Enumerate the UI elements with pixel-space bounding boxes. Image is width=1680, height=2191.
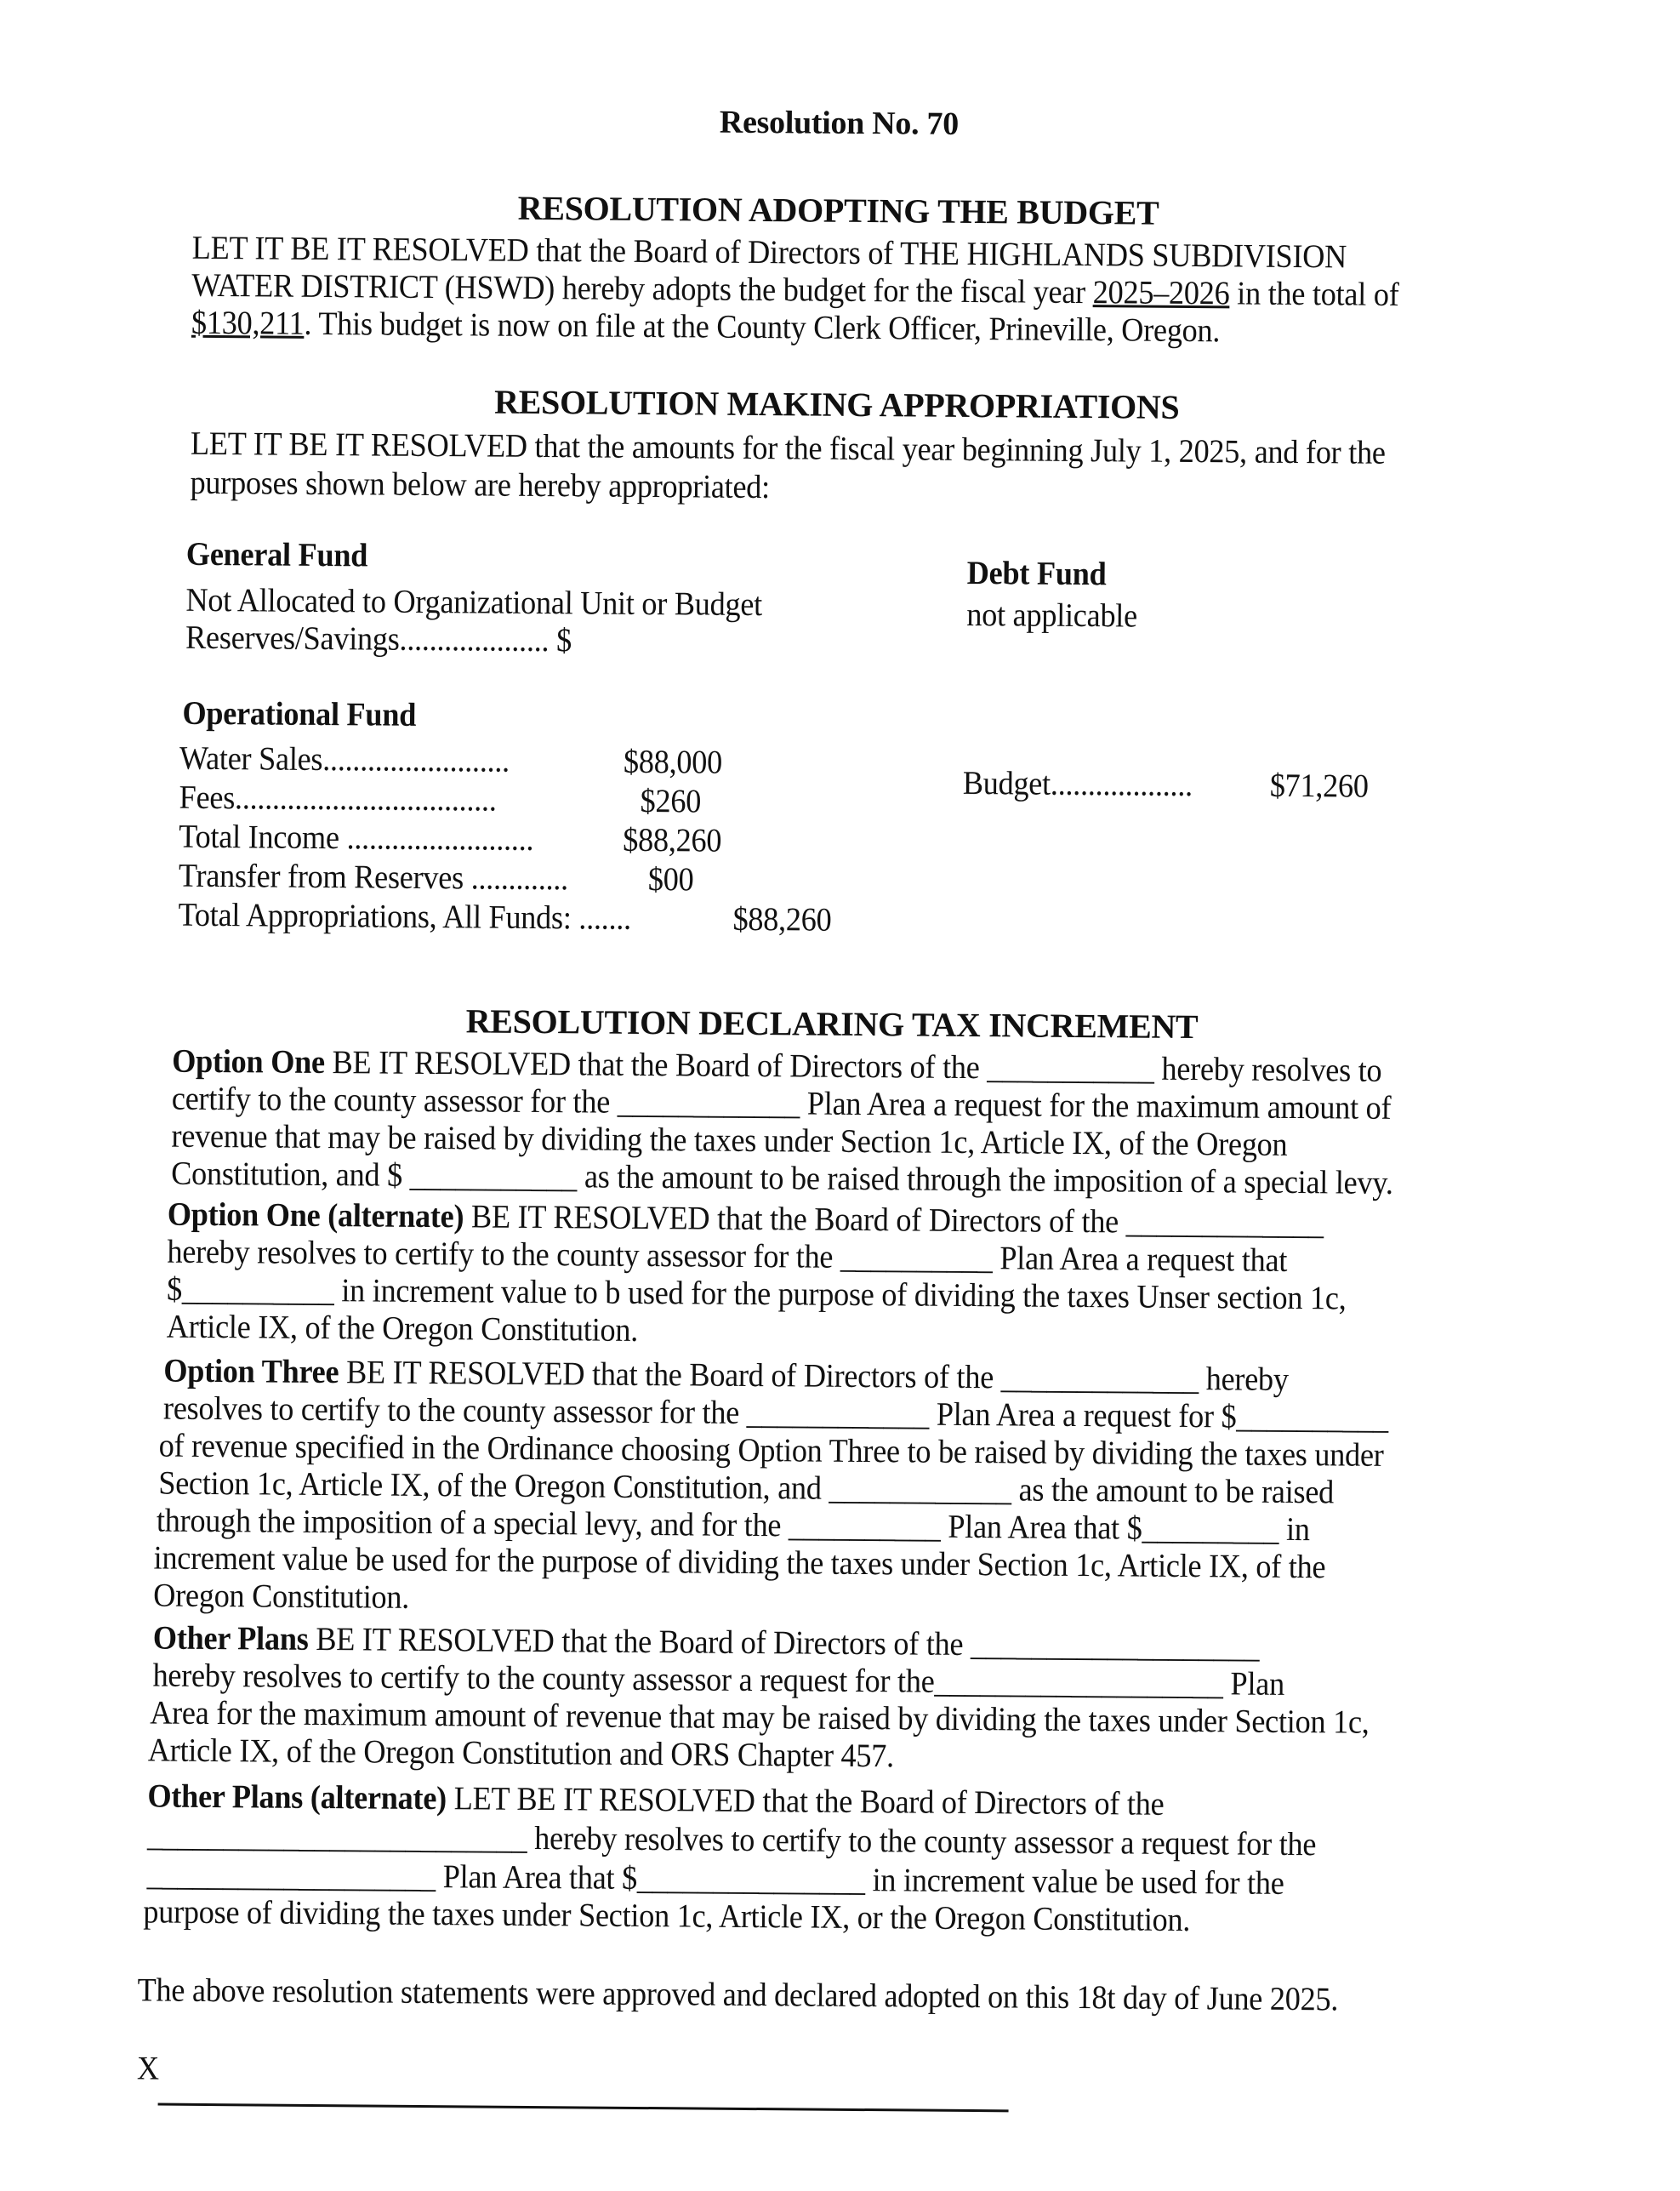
option-text: resolves to certify to the county assessor for the ____________ Plan Area a request for $__________ (162, 1389, 1389, 1436)
text: WATER DISTRICT (HSWD) hereby adopts the budget for the fiscal year (191, 266, 1093, 311)
tax-increment-line (153, 1577, 410, 1616)
option-text: increment value be used for the purpose of dividing the taxes under Section 1c, Article IX, of the (153, 1539, 1326, 1586)
text: in the total of (1229, 275, 1399, 313)
operational-row-value: $88,260 (623, 821, 722, 859)
option-text: through the imposition of a special levy, and for the __________ Plan Area that $_________ in (156, 1502, 1310, 1549)
signature-mark: X (136, 2050, 160, 2087)
tax-increment-line (146, 1856, 1284, 1902)
resolution-number: Resolution No. 70 (719, 104, 960, 142)
tax-increment-line (171, 1117, 1288, 1163)
option-text: Article IX, of the Oregon Constitution. (166, 1308, 639, 1349)
tax-increment-line (147, 1777, 1165, 1823)
tax-increment-line (153, 1539, 1326, 1586)
operational-row-value: $88,000 (623, 743, 723, 781)
adopting-heading: RESOLUTION ADOPTING THE BUDGET (517, 188, 1159, 232)
tax-increment-line (157, 1504, 1310, 1547)
tax-increment-line (158, 1464, 1335, 1511)
tax-increment-line (167, 1195, 1324, 1242)
tax-increment-line (147, 1818, 1316, 1861)
tax-increment-line (153, 1621, 1260, 1663)
tax-increment-line (167, 1310, 639, 1347)
option-text: BE IT RESOLVED that the Board of Directors of the ___________________ (308, 1620, 1260, 1665)
option-text: Oregon Constitution. (153, 1577, 410, 1616)
tax-increment-line (163, 1352, 1289, 1398)
general-fund-title: General Fund (185, 535, 368, 574)
option-text: Area for the maximum amount of revenue that may be raised by dividing the taxes under Section 1c, (150, 1694, 1370, 1741)
option-text: ___________________ Plan Area that $_______________ in increment value be used for the (146, 1856, 1284, 1902)
debt-fund-title: Debt Fund (966, 554, 1107, 593)
adopting-line-1: LET IT BE IT RESOLVED that the Board of Directors of THE HIGHLANDS SUBDIVISION (191, 229, 1347, 276)
tax-increment-line (147, 1732, 895, 1775)
appropriations-heading: RESOLUTION MAKING APPROPRIATIONS (493, 382, 1180, 426)
option-label: Other Plans (alternate) (147, 1777, 447, 1817)
option-text: certify to the county assessor for the ____________ Plan Area a request for the maximum amount of (171, 1080, 1392, 1127)
option-text: Article IX, of the Oregon Constitution and ORS Chapter 457. (147, 1732, 895, 1775)
appropriations-line-2: purposes shown below are hereby appropriated: (190, 464, 771, 506)
tax-increment-line (167, 1235, 1287, 1277)
debt-fund-line-1: not applicable (966, 596, 1138, 635)
text: . This budget is now on file at the County Clerk Officer, Prineville, Oregon. (304, 305, 1221, 350)
option-label: Option One (alternate) (167, 1195, 464, 1235)
option-text: BE IT RESOLVED that the Board of Directors of the ___________ hereby resolves to (324, 1044, 1382, 1089)
option-text: BE IT RESOLVED that the Board of Directors of the _____________ hereby (339, 1354, 1289, 1398)
budget-label: Budget................... (962, 764, 1193, 804)
option-text: hereby resolves to certify to the county assessor for the __________ Plan Area a request that (167, 1233, 1288, 1279)
option-text: BE IT RESOLVED that the Board of Directors of the _____________ (464, 1198, 1324, 1242)
closing-statement: The above resolution statements were approved and declared adopted on this 18t day of June 2025. (137, 1971, 1339, 2018)
operational-row-label: Water Sales......................... (179, 739, 510, 779)
tax-increment-line (171, 1157, 1393, 1200)
adopting-line-3 (191, 304, 1221, 350)
tax-increment-heading: RESOLUTION DECLARING TAX INCREMENT (465, 1001, 1199, 1047)
operational-row-value: $88,260 (732, 900, 832, 939)
tax-increment-line (166, 1270, 1347, 1317)
option-text: purpose of dividing the taxes under Section 1c, Article IX, or the Oregon Constitution. (143, 1893, 1191, 1939)
option-label: Option Three (163, 1352, 339, 1391)
budget-value: $71,260 (1269, 767, 1369, 805)
appropriations-line-1: LET IT BE IT RESOLVED that the amounts for the fiscal year beginning July 1, 2025, and for the (190, 425, 1386, 471)
tax-increment-line (152, 1657, 1285, 1703)
general-fund-line-2: Reserves/Savings.................... $ (185, 619, 572, 659)
signature-line[interactable] (158, 2103, 1009, 2113)
option-label: Option One (172, 1042, 325, 1081)
operational-row-value: $00 (647, 861, 694, 899)
operational-row-label: Total Appropriations, All Funds: ....... (178, 896, 632, 937)
option-text: of revenue specified in the Ordinance choosing Option Three to be raised by dividing the taxes under (158, 1427, 1384, 1474)
budget-total: $130,211 (191, 304, 305, 342)
adopting-line-2 (191, 266, 1399, 313)
operational-fund-title: Operational Fund (182, 694, 417, 733)
operational-row-label: Fees................................... (179, 779, 497, 819)
option-text: hereby resolves to certify to the county assessor a request for the___________________ Plan (152, 1657, 1285, 1703)
option-text: LET BE IT RESOLVED that the Board of Directors of the (446, 1780, 1165, 1823)
operational-row-label: Transfer from Reserves ............. (178, 857, 569, 898)
option-text: revenue that may be raised by dividing the taxes under Section 1c, Article IX, of the Oregon (171, 1117, 1288, 1163)
option-text: $__________ in increment value to b used for the purpose of dividing the taxes Unser section 1c, (166, 1270, 1347, 1317)
fiscal-year: 2025–2026 (1092, 274, 1230, 312)
option-text: Constitution, and $ ___________ as the amount to be raised through the imposition of a special levy. (171, 1155, 1393, 1201)
option-label: Other Plans (152, 1619, 309, 1658)
option-text: _________________________ hereby resolves to certify to the county assessor a request for the (146, 1817, 1317, 1863)
general-fund-line-1: Not Allocated to Organizational Unit or Budget (185, 581, 763, 624)
tax-increment-line (172, 1042, 1382, 1089)
tax-increment-line (143, 1895, 1190, 1937)
option-text: Section 1c, Article IX, of the Oregon Constitution, and ____________ as the amount to be raised (158, 1464, 1335, 1511)
operational-row-label: Total Income ......................... (179, 818, 534, 858)
operational-row-value: $260 (640, 782, 702, 820)
